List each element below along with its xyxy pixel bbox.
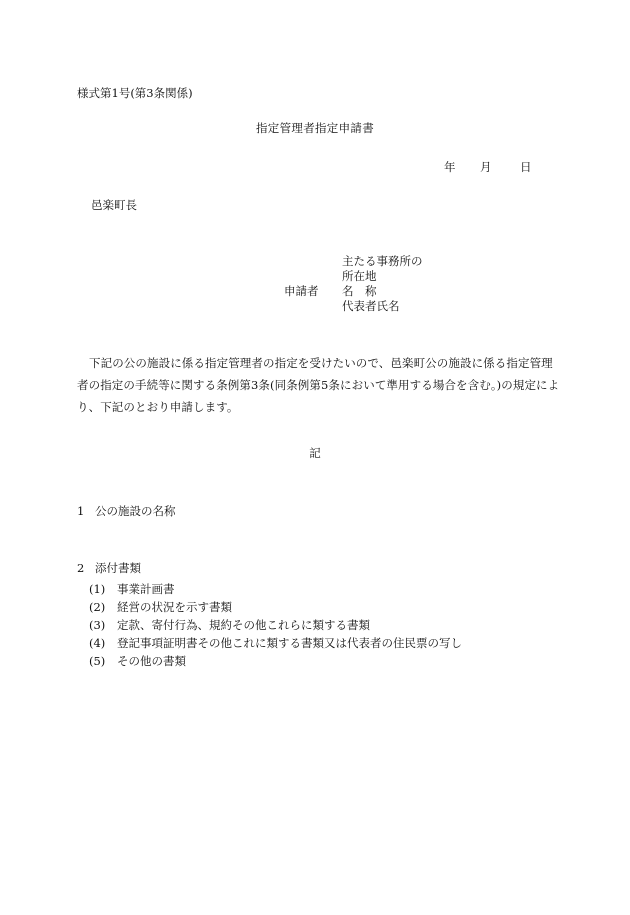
body-paragraph: 下記の公の施設に係る指定管理者の指定を受けたいので、邑楽町公の施設に係る指定管理者の指定の手続等に関する条例第3条(同条例第5条において準用する場合を含む。)の規定により、下記のとおり申請します。	[77, 356, 560, 414]
date-line	[444, 162, 532, 174]
item-label: 登記事項証明書その他これに類する書類又は代表者の住民票の写し	[117, 636, 462, 650]
list-item	[89, 580, 462, 598]
item-number: (4)	[89, 636, 106, 650]
applicant-fields	[342, 254, 423, 314]
form-number: 様式第1号(第3条関係)	[77, 86, 193, 100]
section-number: 1	[77, 504, 85, 518]
list-item	[89, 634, 462, 652]
section-number: 2	[77, 561, 85, 575]
applicant-field: 名 称	[342, 284, 377, 298]
section-label: 公の施設の名称	[95, 504, 176, 518]
date-year: 年	[444, 160, 456, 174]
item-label: 事業計画書	[117, 582, 175, 596]
document-title: 指定管理者指定申請書	[256, 121, 374, 135]
applicant-label: 申請者	[284, 284, 319, 298]
attachment-list	[89, 580, 462, 670]
applicant-field: 主たる事務所の	[342, 254, 423, 268]
item-number: (3)	[89, 618, 106, 632]
ki-heading: 記	[309, 446, 321, 460]
section-label: 添付書類	[95, 561, 141, 575]
list-item	[89, 616, 462, 634]
applicant-field: 代表者氏名	[342, 299, 400, 313]
applicant-field: 所在地	[342, 269, 377, 283]
addressee: 邑楽町長	[91, 198, 137, 212]
item-label: その他の書類	[117, 654, 186, 668]
list-item	[89, 598, 462, 616]
item-label: 経営の状況を示す書類	[117, 600, 232, 614]
section-facility-name	[77, 506, 176, 518]
date-month: 月	[480, 160, 492, 174]
item-label: 定款、寄付行為、規約その他これらに類する書類	[117, 618, 370, 632]
section-attachments	[77, 563, 141, 575]
date-day: 日	[520, 160, 532, 174]
list-item	[89, 652, 462, 670]
item-number: (2)	[89, 600, 106, 614]
item-number: (5)	[89, 654, 106, 668]
item-number: (1)	[89, 582, 106, 596]
